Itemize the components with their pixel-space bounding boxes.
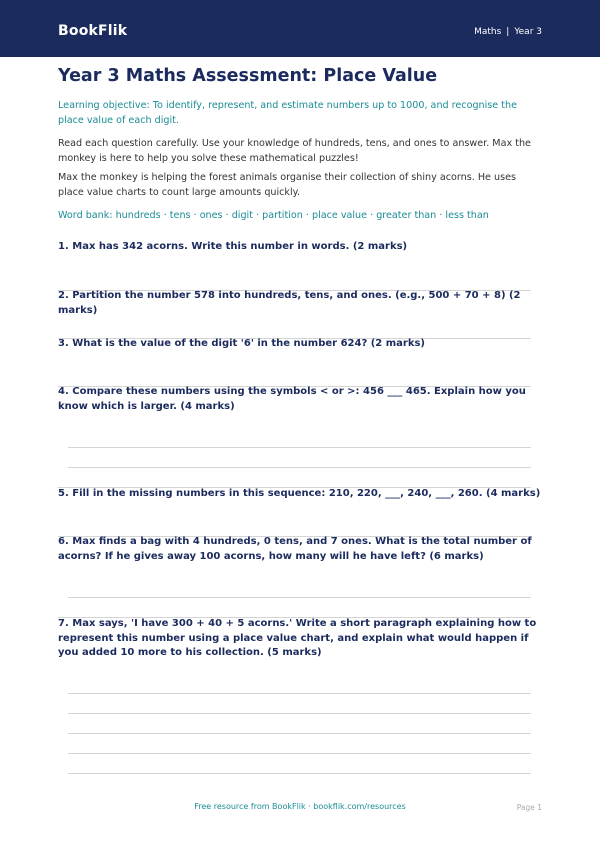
page-number: Page 1 (516, 803, 542, 812)
question-6: 6. Max finds a bag with 4 hundreds, 0 tens, and 7 ones. What is the total number of acorns? If he gives away 100 acorns, how many will he have left? (6 marks) (58, 536, 532, 562)
question-4: 4. Compare these numbers using the symbols < or >: 456 ___ 465. Explain how you know which is larger. (4 marks) (58, 386, 526, 412)
intro-paragraph-1: Read each question carefully. Use your knowledge of hundreds, tens, and ones to answer. Max the monkey is here to help you solve these mathematical puzzles! (58, 138, 531, 164)
word-bank: Word bank: hundreds · tens · ones · digit · partition · place value · greater than · less than (58, 210, 489, 221)
brand-logo[interactable]: BookFlik (58, 23, 128, 39)
question-7-answer-line-2[interactable] (68, 713, 531, 714)
footer-resource-link[interactable]: Free resource from BookFlik · bookflik.com/resources (194, 802, 406, 811)
learning-objective: Learning objective: To identify, represent, and estimate numbers up to 1000, and recognise the place value of each digit. (58, 100, 517, 126)
question-6-answer-line-1[interactable] (68, 597, 531, 598)
breadcrumb (474, 27, 542, 37)
page-title: Year 3 Maths Assessment: Place Value (58, 66, 438, 86)
breadcrumb-separator: | (506, 27, 510, 37)
question-5: 5. Fill in the missing numbers in this sequence: 210, 220, ___, 240, ___, 260. (4 marks) (58, 488, 541, 499)
question-4-answer-line-1[interactable] (68, 447, 531, 448)
question-7-answer-line-1[interactable] (68, 693, 531, 694)
question-1: 1. Max has 342 acorns. Write this number in words. (2 marks) (58, 241, 408, 252)
question-7-answer-line-5[interactable] (68, 773, 531, 774)
question-4-answer-line-2[interactable] (68, 467, 531, 468)
question-2: 2. Partition the number 578 into hundreds, tens, and ones. (e.g., 500 + 70 + 8) (2 marks) (58, 290, 521, 316)
question-7-answer-line-3[interactable] (68, 733, 531, 734)
intro-paragraph-2: Max the monkey is helping the forest animals organise their collection of shiny acorns. He uses place value charts to count large amounts quickly. (58, 172, 516, 198)
question-7: 7. Max says, 'I have 300 + 40 + 5 acorns.' Write a short paragraph explaining how to represent this number using a place value chart, and explain what would happen if you added 10 more to his collection. (5 marks) (58, 618, 537, 658)
question-7-answer-line-4[interactable] (68, 753, 531, 754)
breadcrumb-year[interactable]: Year 3 (514, 27, 542, 37)
breadcrumb-subject[interactable]: Maths (474, 27, 502, 37)
question-3: 3. What is the value of the digit '6' in the number 624? (2 marks) (58, 338, 426, 349)
header-bar (0, 0, 600, 57)
